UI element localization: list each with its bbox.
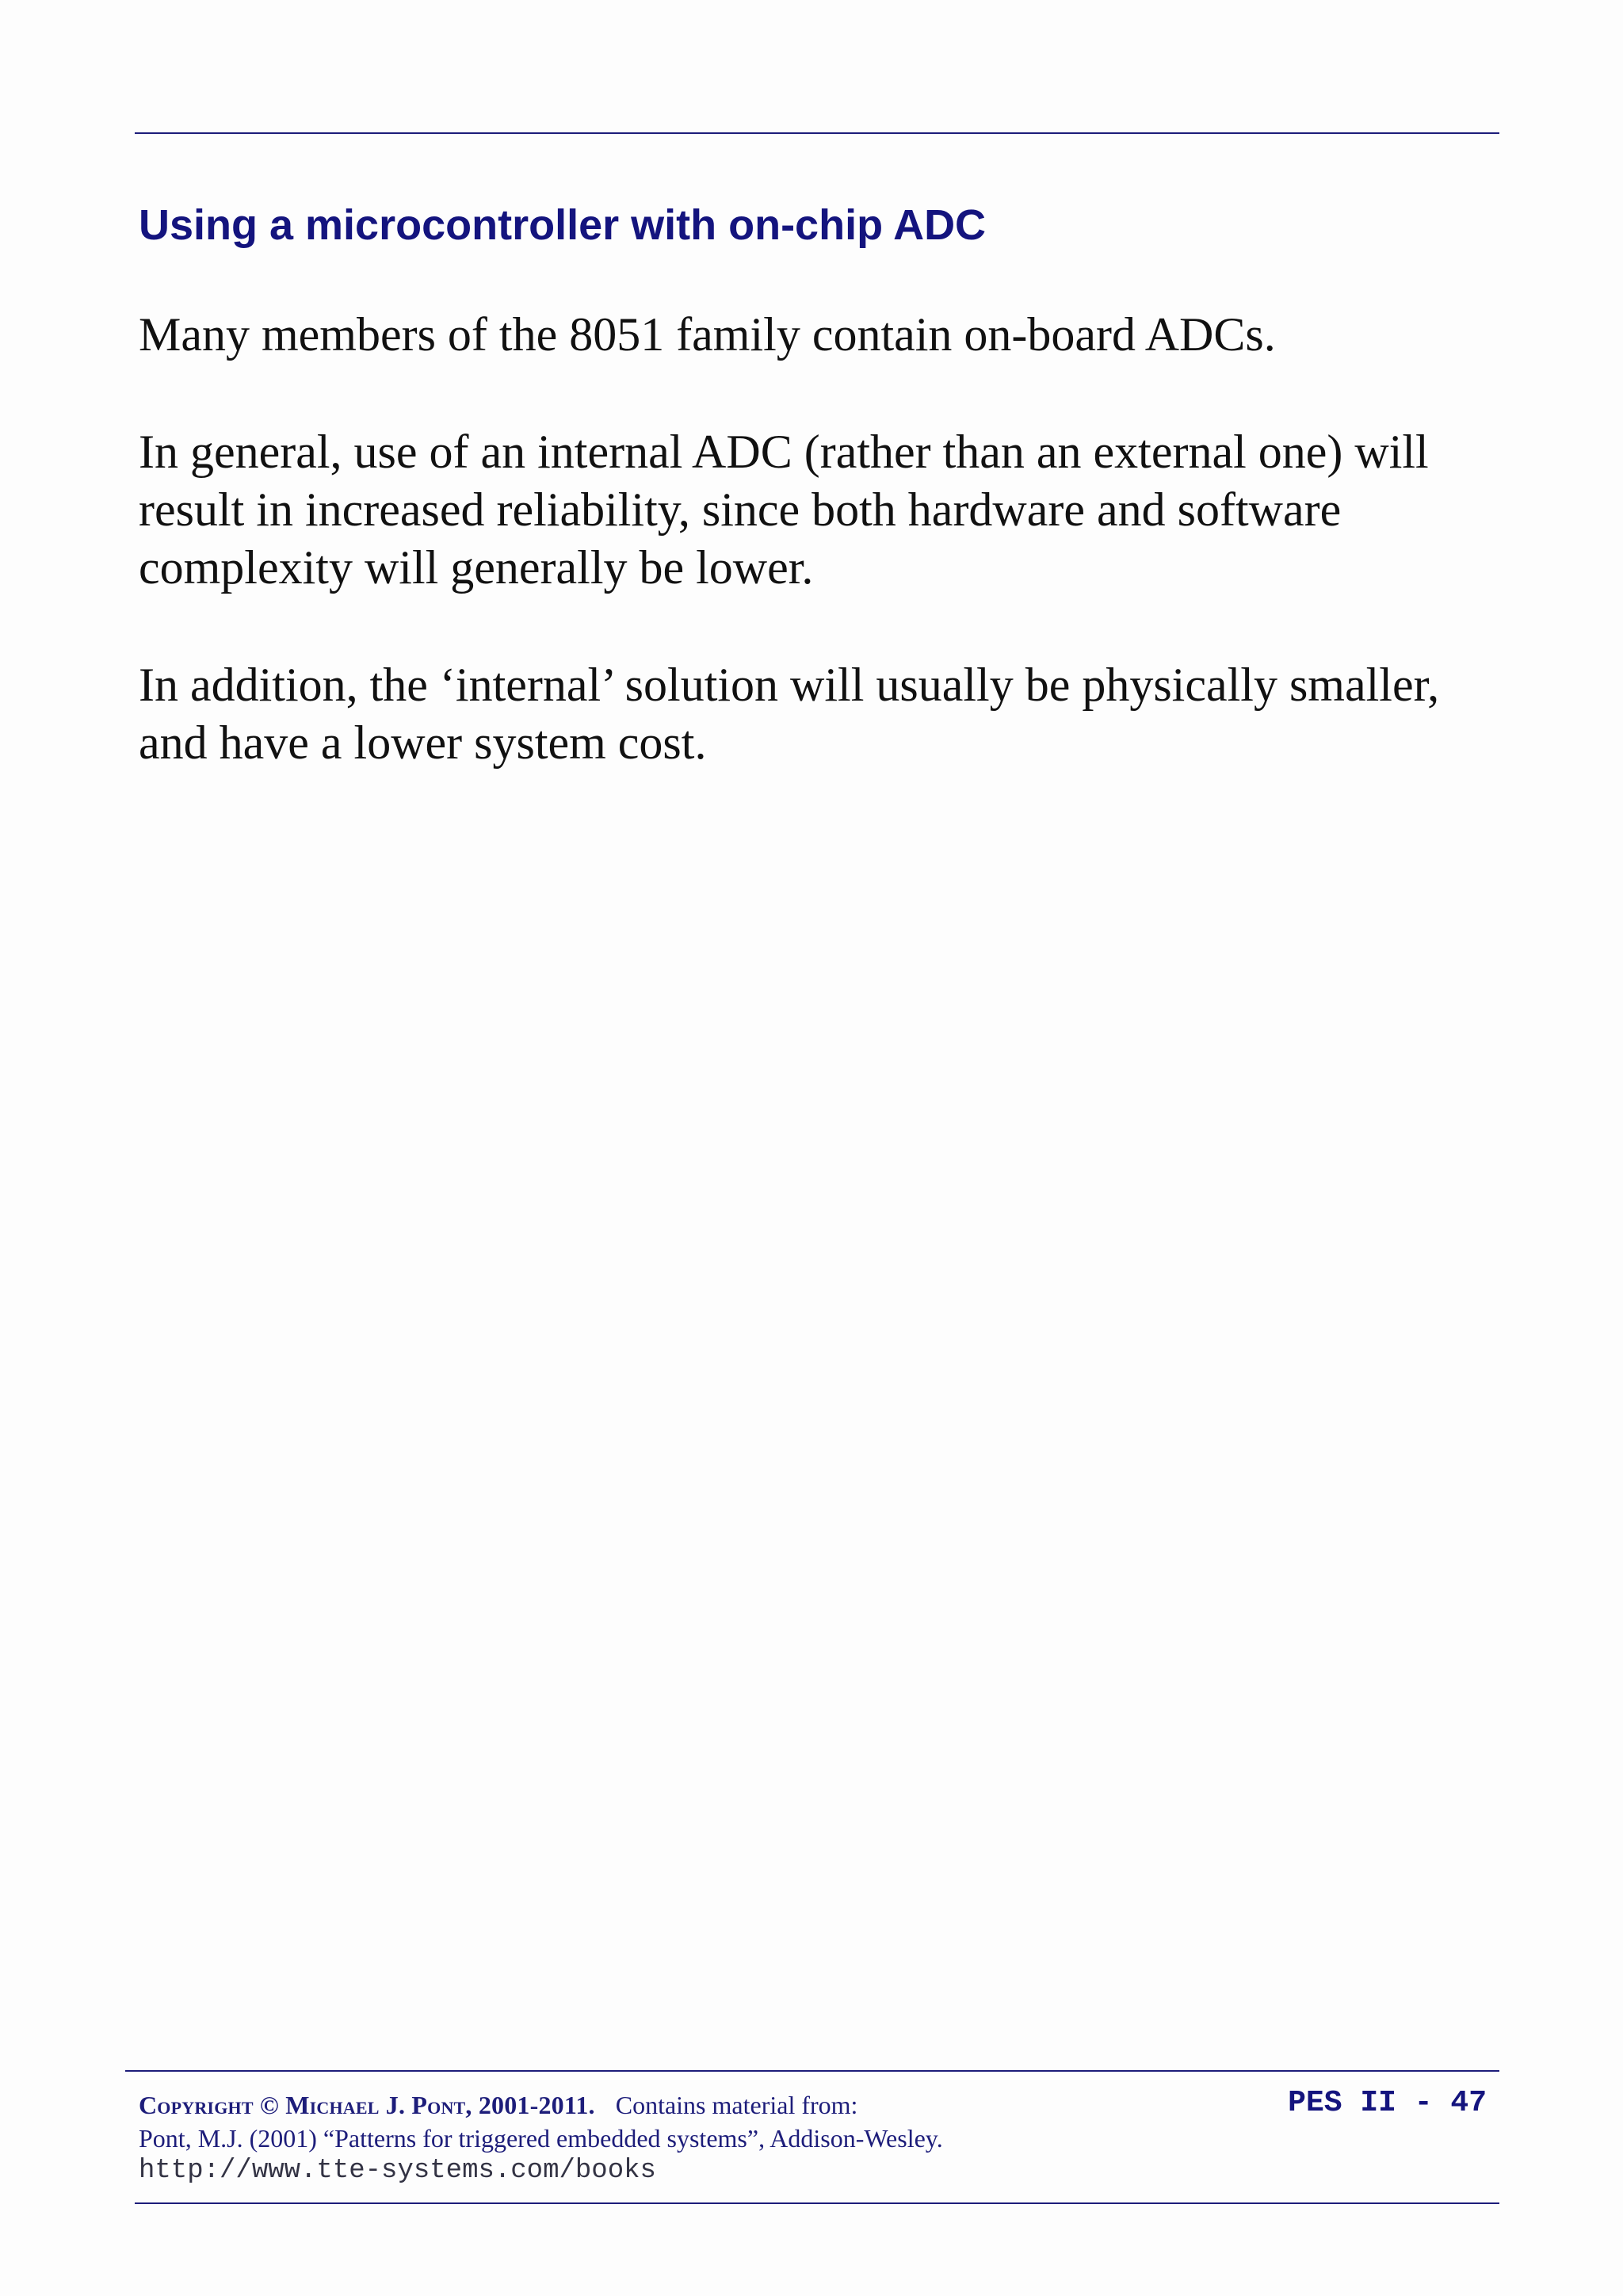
footer-divider-top — [125, 2070, 1499, 2072]
page-number: PES II - 47 — [1288, 2086, 1487, 2120]
paragraph-1: Many members of the 8051 family contain on-board ADCs. — [139, 308, 1276, 361]
paragraph-2: In general, use of an internal ADC (rather than an external one) will result in increased reliability, since both hardware and software complexity will generally be lower. — [139, 426, 1429, 594]
footer-citation: Pont, M.J. (2001) “Patterns for triggered embedded systems”, Addison-Wesley. — [139, 2124, 943, 2153]
footer-copyright-line — [139, 2089, 857, 2121]
slide-title: Using a microcontroller with on-chip ADC — [139, 201, 987, 249]
header-divider — [135, 132, 1499, 134]
footer-copyright: Copyright © Michael J. Pont, 2001-2011. — [139, 2091, 595, 2119]
footer-divider-bottom — [135, 2202, 1499, 2204]
footer-source-intro: Contains material from: — [615, 2091, 858, 2119]
footer-url[interactable]: http://www.tte-systems.com/books — [139, 2156, 656, 2186]
paragraph-3: In addition, the ‘internal’ solution will usually be physically smaller, and have a lower system cost. — [139, 659, 1440, 769]
